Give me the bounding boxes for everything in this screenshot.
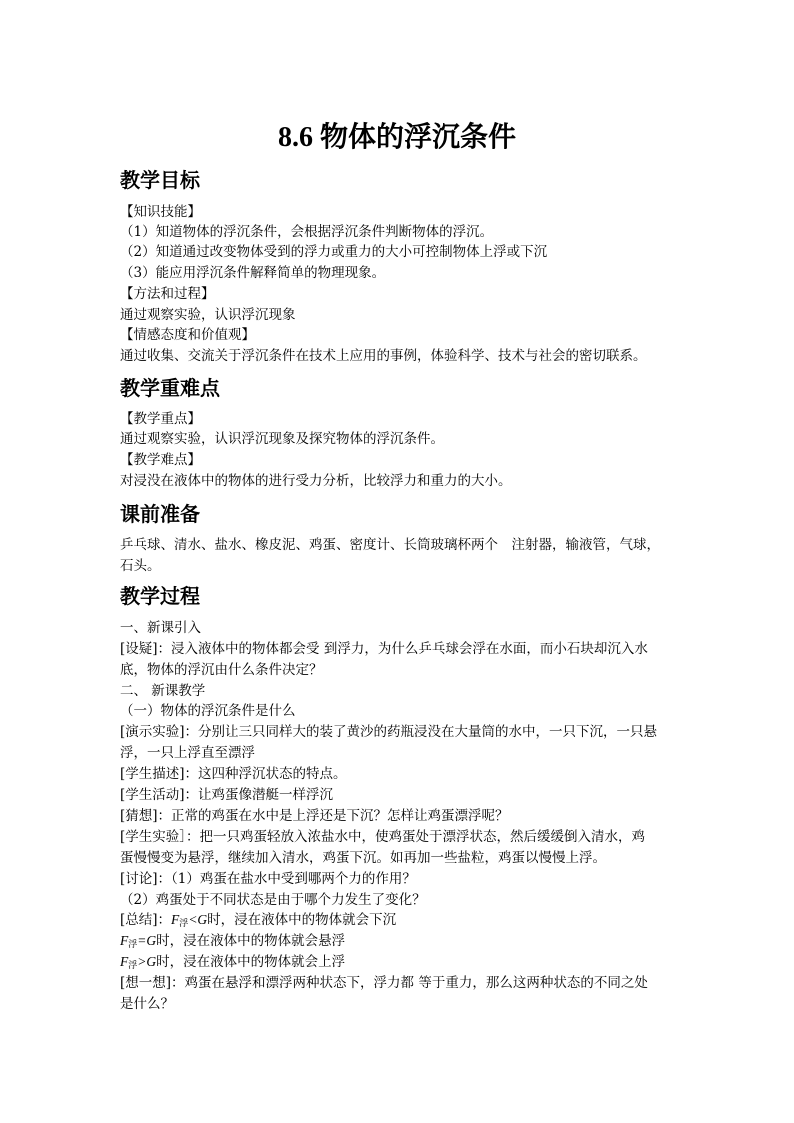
emotion-line: 通过收集、交流关于浮沉条件在技术上应用的事例，体验科学、技术与社会的密切联系。 bbox=[120, 348, 647, 364]
goal-line: （2）知道通过改变物体受到的浮力或重力的大小可控制物体上浮或下沉 bbox=[120, 244, 548, 260]
process-line: （2）鸡蛋处于不同状态是由于哪个力发生了变化？ bbox=[120, 892, 426, 908]
process-line: 蛋慢慢变为悬浮，继续加入清水，鸡蛋下沉。如再加一些盐粒，鸡蛋以慢慢上浮。 bbox=[120, 850, 606, 866]
method-line: 通过观察实验，认识浮沉现象 bbox=[120, 307, 296, 323]
section-heading-prep: 课前准备 bbox=[120, 502, 200, 526]
buoyancy-symbol: $F_浮>G$ bbox=[120, 954, 157, 970]
summary-text: 时，浸在液体中的物体就会上浮 bbox=[156, 954, 346, 970]
goal-line: （3）能应用浮沉条件解释简单的物理现象。 bbox=[120, 265, 386, 281]
process-line: [学生描述]：这四种浮沉状态的特点。 bbox=[120, 766, 347, 782]
section-heading-process: 教学过程 bbox=[120, 584, 200, 608]
section-heading-goals: 教学目标 bbox=[120, 168, 200, 192]
process-line: 二、 新课教学 bbox=[120, 683, 206, 699]
process-line: [设疑]：浸入液体中的物体都会受 到浮力，为什么乒乓球会浮在水面，而小石块却沉入水 bbox=[120, 641, 648, 657]
process-line: [学生活动]：让鸡蛋像潜艇一样浮沉 bbox=[120, 787, 334, 803]
focus-line: 通过观察实验，认识浮沉现象及探究物体的浮沉条件。 bbox=[120, 431, 444, 447]
method-label: 【方法和过程】 bbox=[120, 286, 215, 302]
summary-text: 时，浸在液体中的物体就会下沉 bbox=[207, 912, 397, 928]
summary-line-float bbox=[120, 952, 690, 975]
emotion-label: 【情感态度和价值观】 bbox=[120, 327, 255, 343]
process-line: [猜想]：正常的鸡蛋在水中是上浮还是下沉？怎样让鸡蛋漂浮呢？ bbox=[120, 808, 509, 824]
section-heading-key-points: 教学重难点 bbox=[120, 376, 220, 400]
page-title: 8.6 物体的浮沉条件 bbox=[277, 122, 516, 153]
process-line: 浮，一只上浮直至漂浮 bbox=[120, 745, 255, 761]
summary-prefix: [总结]： bbox=[120, 912, 172, 928]
goal-line: （1）知道物体的浮沉条件，会根据浮沉条件判断物体的浮沉。 bbox=[120, 224, 494, 240]
buoyancy-symbol: $F_浮<G$ bbox=[171, 912, 208, 928]
difficulty-line: 对浸没在液体中的物体的进行受力分析，比较浮力和重力的大小。 bbox=[120, 473, 512, 489]
process-line: [想一想]：鸡蛋在悬浮和漂浮两种状态下，浮力都 等于重力，那么这两种状态的不同之处 bbox=[120, 975, 648, 991]
process-line: [讨论]：（1）鸡蛋在盐水中受到哪两个力的作用？ bbox=[120, 871, 416, 887]
process-line: [学生实验］：把一只鸡蛋轻放入浓盐水中，使鸡蛋处于漂浮状态，然后缓缓倒入清水，鸡 bbox=[120, 829, 646, 845]
process-line: （一）物体的浮沉条件是什么 bbox=[120, 703, 296, 719]
prep-line: 石头。 bbox=[120, 558, 161, 574]
knowledge-label: 【知识技能】 bbox=[120, 204, 201, 220]
summary-line-sink bbox=[120, 910, 690, 933]
process-line: 一、新课引入 bbox=[120, 620, 201, 636]
difficulty-label: 【教学难点】 bbox=[120, 452, 201, 468]
buoyancy-symbol: $F_浮=G$ bbox=[120, 933, 157, 949]
summary-line-suspend bbox=[120, 931, 690, 954]
process-line: [演示实验]：分别让三只同样大的装了黄沙的药瓶浸没在大量筒的水中，一只下沉，一只悬 bbox=[120, 724, 658, 740]
process-line: 底，物体的浮沉由什么条件决定？ bbox=[120, 662, 323, 678]
prep-line: 乒乓球、清水、盐水、橡皮泥、鸡蛋、密度计、长筒玻璃杯两个 注射器，输液管，气球， bbox=[120, 537, 660, 553]
focus-label: 【教学重点】 bbox=[120, 411, 201, 427]
process-line: 是什么？ bbox=[120, 996, 174, 1012]
summary-text: 时，浸在液体中的物体就会悬浮 bbox=[156, 933, 346, 949]
